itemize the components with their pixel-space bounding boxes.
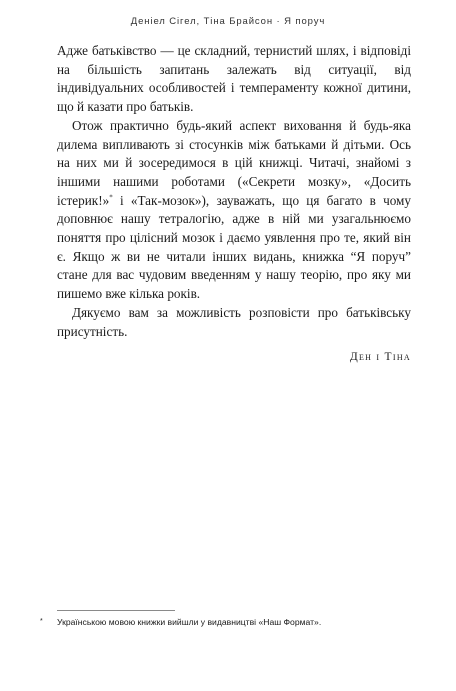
- paragraph-2: [57, 117, 411, 304]
- footnote-text: Українською мовою книжки вийшли у видавництві «Наш Формат».: [57, 617, 322, 627]
- footnote-reference: *: [109, 193, 113, 202]
- paragraph-1: Адже батьківство — це складний, тернистий шлях, і відповіді на більшість запитань залежать від ситуації, від індивідуальних особливостей і темпераменту кожної дитини, що й казати про батьків.: [57, 43, 411, 115]
- footnote-divider: [57, 610, 175, 611]
- footnote-mark: *: [40, 618, 43, 625]
- paragraph-2-part-2: і «Так-мозок»), зауважать, що ця багато в чому доповнює нашу тетралогію, адже в ній ми узагальнюємо поняття про цілісний мозок і даємо уявлення про те, який він є. Якщо ж ви не читали інших видань, книжка “Я поруч” стане для вас чудовим введенням у нашу теорію, про яку ми пишемо вже кілька років.: [57, 192, 411, 302]
- running-header: Деніел Сігел, Тіна Брайсон · Я поруч: [130, 16, 326, 27]
- main-text: [57, 42, 411, 367]
- signature: Ден і Тіна: [349, 351, 411, 364]
- paragraph-2-part-1: Отож практично будь-який аспект виховання й будь-яка дилема випливають зі стосунків між батьками й дітьми. Ось на них ми й зосередимося в цій книжці. Читачі, знайомі з іншими нашими роботами («Секрети мозку», «Досить істерик!»: [57, 117, 411, 208]
- footnote: [40, 616, 420, 628]
- paragraph-3: Дякуємо вам за можливість розповісти про батьківську присутність.: [57, 304, 411, 339]
